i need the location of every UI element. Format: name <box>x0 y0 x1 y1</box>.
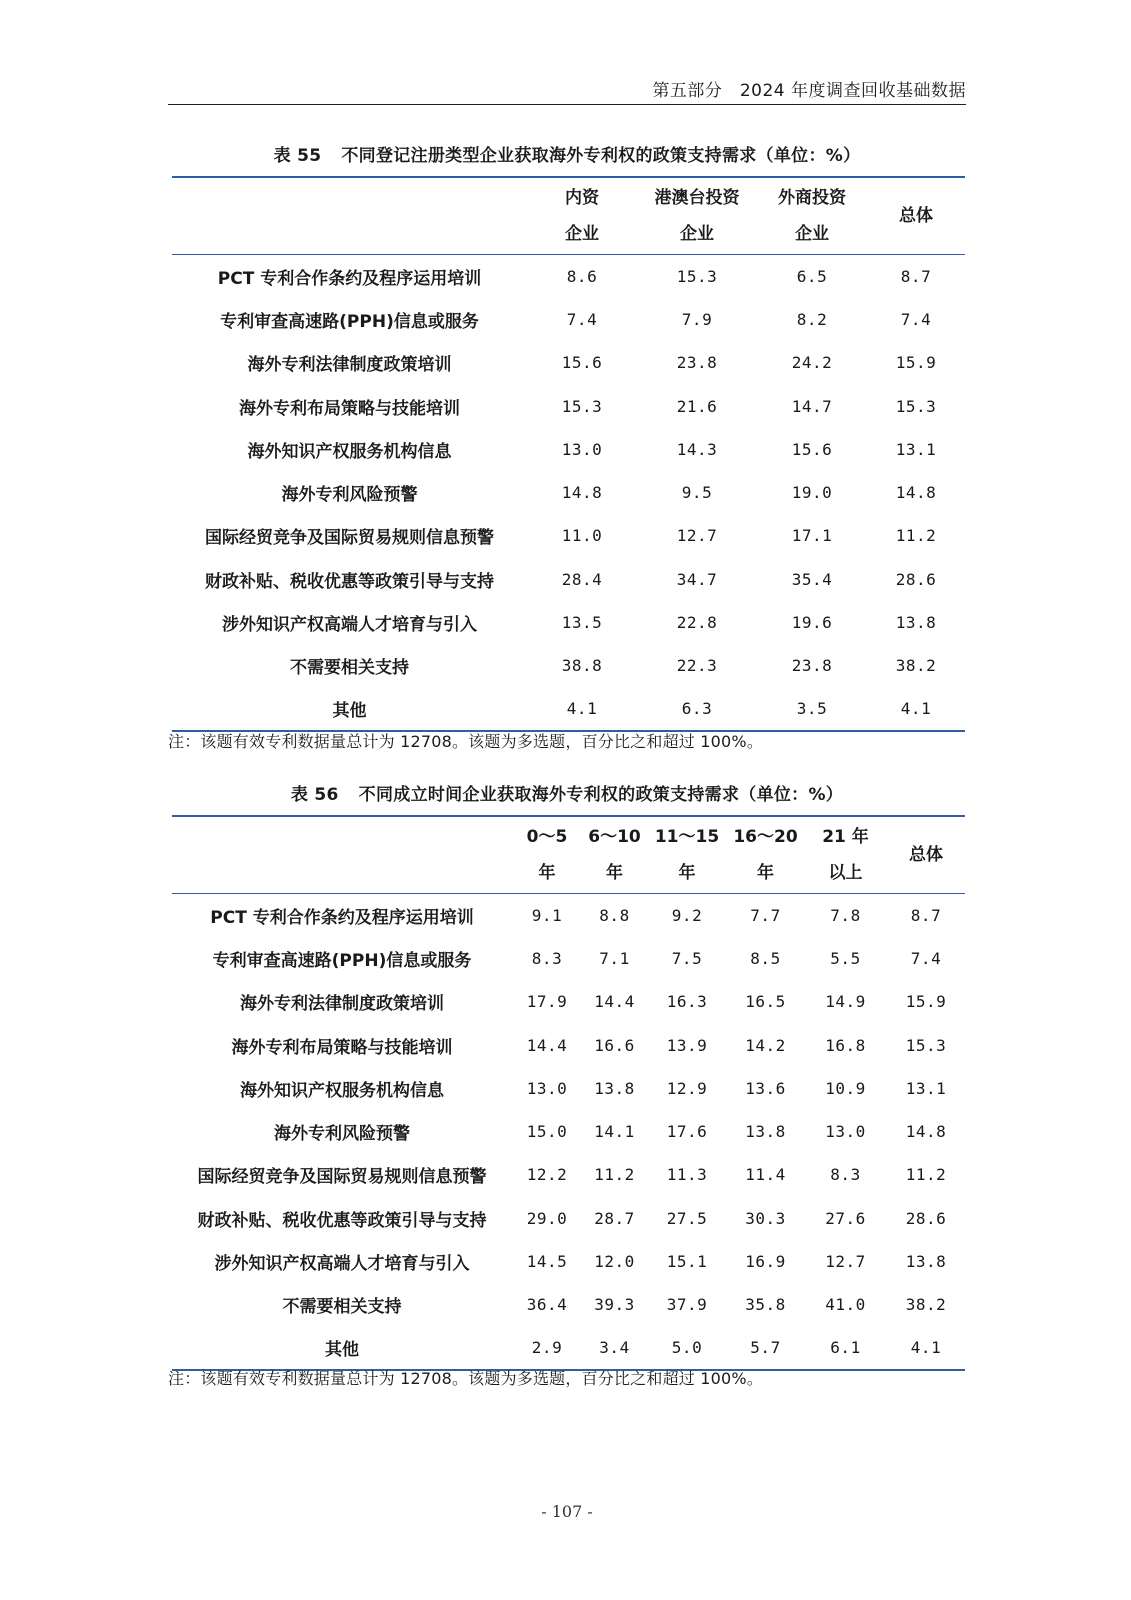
value-cell: 8.7 <box>910 905 942 925</box>
value-cell: 14.3 <box>676 439 718 459</box>
value-cell: 35.8 <box>745 1295 786 1315</box>
value-cell: 8.3 <box>531 948 563 968</box>
value-cell: 9.2 <box>671 905 703 925</box>
table-row <box>172 1240 965 1283</box>
value-cell: 14.8 <box>561 483 603 503</box>
value-cell: 12.7 <box>825 1252 866 1272</box>
row-label: 其他 <box>325 1340 359 1361</box>
value-cell: 13.0 <box>825 1122 866 1142</box>
value-cell: 8.2 <box>796 309 828 329</box>
column-header-line: 以上 <box>828 863 863 883</box>
row-label: 专利审查高速路(PPH)信息或服务 <box>212 950 472 971</box>
column-header-line: 企业 <box>795 224 829 244</box>
table-row <box>172 514 965 557</box>
table-56 <box>172 815 965 1371</box>
value-cell: 24.2 <box>791 353 833 373</box>
column-header <box>527 177 637 255</box>
header-cell-empty <box>172 177 527 255</box>
value-cell: 7.9 <box>681 309 713 329</box>
column-header <box>804 816 887 894</box>
value-cell: 15.9 <box>905 992 947 1012</box>
value-cell: 2.9 <box>531 1338 563 1358</box>
value-cell: 6.1 <box>830 1338 861 1358</box>
value-cell: 30.3 <box>745 1208 786 1228</box>
value-cell: 13.8 <box>895 613 937 633</box>
value-cell: 15.3 <box>561 396 603 416</box>
column-header-line: 年 <box>678 863 696 883</box>
row-label: 其他 <box>332 701 367 722</box>
value-cell: 13.8 <box>905 1252 947 1272</box>
table-row <box>172 644 965 687</box>
value-cell: 23.8 <box>791 656 833 676</box>
value-cell: 21.6 <box>676 396 718 416</box>
table-56-title: 不同成立时间企业获取海外专利权的政策支持需求（单位：%） <box>358 785 844 805</box>
value-cell: 15.6 <box>561 353 603 373</box>
value-cell: 11.2 <box>895 526 937 546</box>
row-label: 海外知识产权服务机构信息 <box>240 1080 444 1101</box>
column-header <box>757 177 867 255</box>
column-header <box>727 816 804 894</box>
value-cell: 14.1 <box>594 1122 635 1142</box>
table-56-note: 注：该题有效专利数据量总计为 12708。该题为多选题，百分比之和超过 100%。 <box>168 1369 764 1388</box>
value-cell: 11.2 <box>905 1165 947 1185</box>
column-header-line: 企业 <box>565 224 599 244</box>
running-header: 第五部分 2024 年度调查回收基础数据 <box>652 81 966 101</box>
row-label: 海外知识产权服务机构信息 <box>247 441 452 462</box>
value-cell: 14.5 <box>526 1252 568 1272</box>
value-cell: 7.4 <box>900 309 932 329</box>
value-cell: 7.1 <box>599 948 630 968</box>
value-cell: 8.3 <box>830 1165 861 1185</box>
column-header-line: 6～10 <box>588 827 641 847</box>
value-cell: 13.6 <box>745 1078 786 1098</box>
value-cell: 13.0 <box>561 439 603 459</box>
value-cell: 16.9 <box>745 1252 786 1272</box>
column-header-line: 年 <box>606 863 623 883</box>
value-cell: 38.2 <box>895 656 937 676</box>
table-header-row <box>172 816 965 894</box>
column-header-line: 11～15 <box>654 827 720 847</box>
value-cell: 8.6 <box>566 266 598 286</box>
value-cell: 10.9 <box>825 1078 866 1098</box>
value-cell: 13.0 <box>526 1078 568 1098</box>
row-label: 海外专利法律制度政策培训 <box>247 355 452 376</box>
row-label: 涉外知识产权高端人才培育与引入 <box>222 615 477 636</box>
value-cell: 3.4 <box>599 1338 630 1358</box>
page-number: - 107 - <box>541 1502 593 1521</box>
value-cell: 14.8 <box>905 1122 947 1142</box>
row-label: 海外专利法律制度政策培训 <box>240 994 444 1015</box>
table-row <box>172 471 965 514</box>
table-row <box>172 384 965 427</box>
row-label: 财政补贴、税收优惠等政策引导与支持 <box>205 571 494 592</box>
column-header <box>887 816 965 894</box>
table-row <box>172 1197 965 1240</box>
row-label: 国际经贸竞争及国际贸易规则信息预警 <box>197 1167 487 1188</box>
value-cell: 22.8 <box>676 613 718 633</box>
value-cell: 13.8 <box>745 1122 786 1142</box>
column-header-line: 外商投资 <box>778 188 846 208</box>
value-cell: 39.3 <box>594 1295 635 1315</box>
table-row <box>172 1153 965 1196</box>
table-row <box>172 558 965 601</box>
column-header <box>867 177 965 255</box>
column-header-line: 总体 <box>899 206 933 226</box>
value-cell: 3.5 <box>796 699 828 719</box>
value-cell: 16.8 <box>825 1035 866 1055</box>
value-cell: 12.2 <box>526 1165 568 1185</box>
column-header-line: 21 年 <box>822 827 869 847</box>
value-cell: 34.7 <box>676 569 718 589</box>
value-cell: 13.8 <box>594 1078 635 1098</box>
table-row <box>172 1283 965 1326</box>
value-cell: 13.1 <box>905 1078 947 1098</box>
row-label: 海外专利布局策略与技能培训 <box>231 1037 453 1058</box>
value-cell: 11.3 <box>666 1165 708 1185</box>
value-cell: 7.8 <box>830 905 861 925</box>
table-row <box>172 687 965 730</box>
column-header-line: 内资 <box>565 188 599 208</box>
value-cell: 4.1 <box>566 699 598 719</box>
column-header <box>637 177 757 255</box>
value-cell: 38.8 <box>561 656 603 676</box>
column-header <box>647 816 727 894</box>
table-row <box>172 1326 965 1369</box>
column-header <box>512 816 582 894</box>
table-row <box>172 937 965 980</box>
value-cell: 22.3 <box>676 656 718 676</box>
column-header-line: 企业 <box>680 224 714 244</box>
row-label: 涉外知识产权高端人才培育与引入 <box>214 1254 470 1275</box>
value-cell: 6.3 <box>681 699 713 719</box>
table-55-note: 注：该题有效专利数据量总计为 12708。该题为多选题，百分比之和超过 100%。 <box>168 732 764 751</box>
table-56-number: 表 56 <box>290 785 339 805</box>
value-cell: 4.1 <box>910 1338 942 1358</box>
table-row <box>172 428 965 471</box>
value-cell: 5.5 <box>830 948 861 968</box>
value-cell: 8.7 <box>900 266 932 286</box>
value-cell: 6.5 <box>796 266 828 286</box>
row-label: 国际经贸竞争及国际贸易规则信息预警 <box>205 528 494 549</box>
value-cell: 28.4 <box>561 569 603 589</box>
value-cell: 4.1 <box>900 699 932 719</box>
value-cell: 15.6 <box>791 439 833 459</box>
value-cell: 17.6 <box>666 1122 708 1142</box>
value-cell: 15.3 <box>676 266 718 286</box>
table-55-caption <box>168 141 966 166</box>
value-cell: 16.6 <box>594 1035 635 1055</box>
value-cell: 8.5 <box>750 948 781 968</box>
value-cell: 16.5 <box>745 992 786 1012</box>
value-cell: 16.3 <box>666 992 708 1012</box>
value-cell: 17.1 <box>791 526 833 546</box>
table-row <box>172 601 965 644</box>
value-cell: 37.9 <box>666 1295 708 1315</box>
row-label: 不需要相关支持 <box>290 658 409 679</box>
value-cell: 5.7 <box>750 1338 781 1358</box>
row-label: 海外专利风险预警 <box>274 1124 410 1145</box>
value-cell: 8.8 <box>599 905 630 925</box>
value-cell: 14.9 <box>825 992 866 1012</box>
table-row <box>172 255 965 298</box>
value-cell: 11.0 <box>561 526 603 546</box>
value-cell: 14.7 <box>791 396 833 416</box>
value-cell: 11.4 <box>745 1165 786 1185</box>
value-cell: 11.2 <box>594 1165 635 1185</box>
value-cell: 7.4 <box>566 309 598 329</box>
value-cell: 17.9 <box>526 992 568 1012</box>
value-cell: 27.5 <box>666 1208 708 1228</box>
table-row <box>172 298 965 341</box>
row-label: 海外专利风险预警 <box>281 485 418 506</box>
value-cell: 15.9 <box>895 353 937 373</box>
value-cell: 28.7 <box>594 1208 635 1228</box>
value-cell: 19.6 <box>791 613 833 633</box>
row-label: 专利审查高速路(PPH)信息或服务 <box>220 311 479 332</box>
column-header-line: 0～5 <box>526 827 568 847</box>
row-label: 不需要相关支持 <box>282 1297 402 1318</box>
value-cell: 5.0 <box>671 1338 703 1358</box>
header-cell-empty <box>172 816 512 894</box>
value-cell: 12.7 <box>676 526 718 546</box>
value-cell: 13.5 <box>561 613 603 633</box>
value-cell: 15.0 <box>526 1122 568 1142</box>
value-cell: 29.0 <box>526 1208 568 1228</box>
table-row <box>172 1023 965 1066</box>
table-header-row <box>172 177 965 255</box>
table-row <box>172 341 965 384</box>
column-header-line: 年 <box>757 863 774 883</box>
value-cell: 28.6 <box>905 1208 947 1228</box>
row-label: 海外专利布局策略与技能培训 <box>239 398 460 419</box>
table-56-caption <box>168 780 966 805</box>
row-label: PCT 专利合作条约及程序运用培训 <box>217 268 482 289</box>
row-label: PCT 专利合作条约及程序运用培训 <box>210 907 474 928</box>
column-header-line: 年 <box>538 863 556 883</box>
value-cell: 9.1 <box>531 905 563 925</box>
value-cell: 7.5 <box>671 948 703 968</box>
column-header-line: 总体 <box>909 845 943 865</box>
value-cell: 7.4 <box>910 948 942 968</box>
value-cell: 15.1 <box>666 1252 708 1272</box>
value-cell: 9.5 <box>681 483 713 503</box>
value-cell: 15.3 <box>895 396 937 416</box>
value-cell: 12.0 <box>594 1252 635 1272</box>
value-cell: 14.4 <box>594 992 635 1012</box>
value-cell: 41.0 <box>825 1295 866 1315</box>
table-row <box>172 894 965 937</box>
table-55-number: 表 55 <box>273 146 322 166</box>
table-row <box>172 1110 965 1153</box>
value-cell: 12.9 <box>666 1078 708 1098</box>
row-label: 财政补贴、税收优惠等政策引导与支持 <box>197 1210 487 1231</box>
column-header-line: 港澳台投资 <box>654 188 740 208</box>
value-cell: 28.6 <box>895 569 937 589</box>
value-cell: 13.1 <box>895 439 937 459</box>
value-cell: 19.0 <box>791 483 833 503</box>
column-header <box>582 816 647 894</box>
table-55 <box>172 176 965 732</box>
column-header-line: 16～20 <box>733 827 798 847</box>
value-cell: 7.7 <box>750 905 781 925</box>
value-cell: 13.9 <box>666 1035 708 1055</box>
value-cell: 14.2 <box>745 1035 786 1055</box>
value-cell: 35.4 <box>791 569 833 589</box>
header-rule <box>168 104 966 105</box>
value-cell: 15.3 <box>905 1035 947 1055</box>
value-cell: 38.2 <box>905 1295 947 1315</box>
table-55-title: 不同登记注册类型企业获取海外专利权的政策支持需求（单位：%） <box>341 146 861 166</box>
value-cell: 14.8 <box>895 483 937 503</box>
value-cell: 27.6 <box>825 1208 866 1228</box>
value-cell: 23.8 <box>676 353 718 373</box>
table-row <box>172 1067 965 1110</box>
value-cell: 36.4 <box>526 1295 568 1315</box>
table-row <box>172 980 965 1023</box>
value-cell: 14.4 <box>526 1035 568 1055</box>
